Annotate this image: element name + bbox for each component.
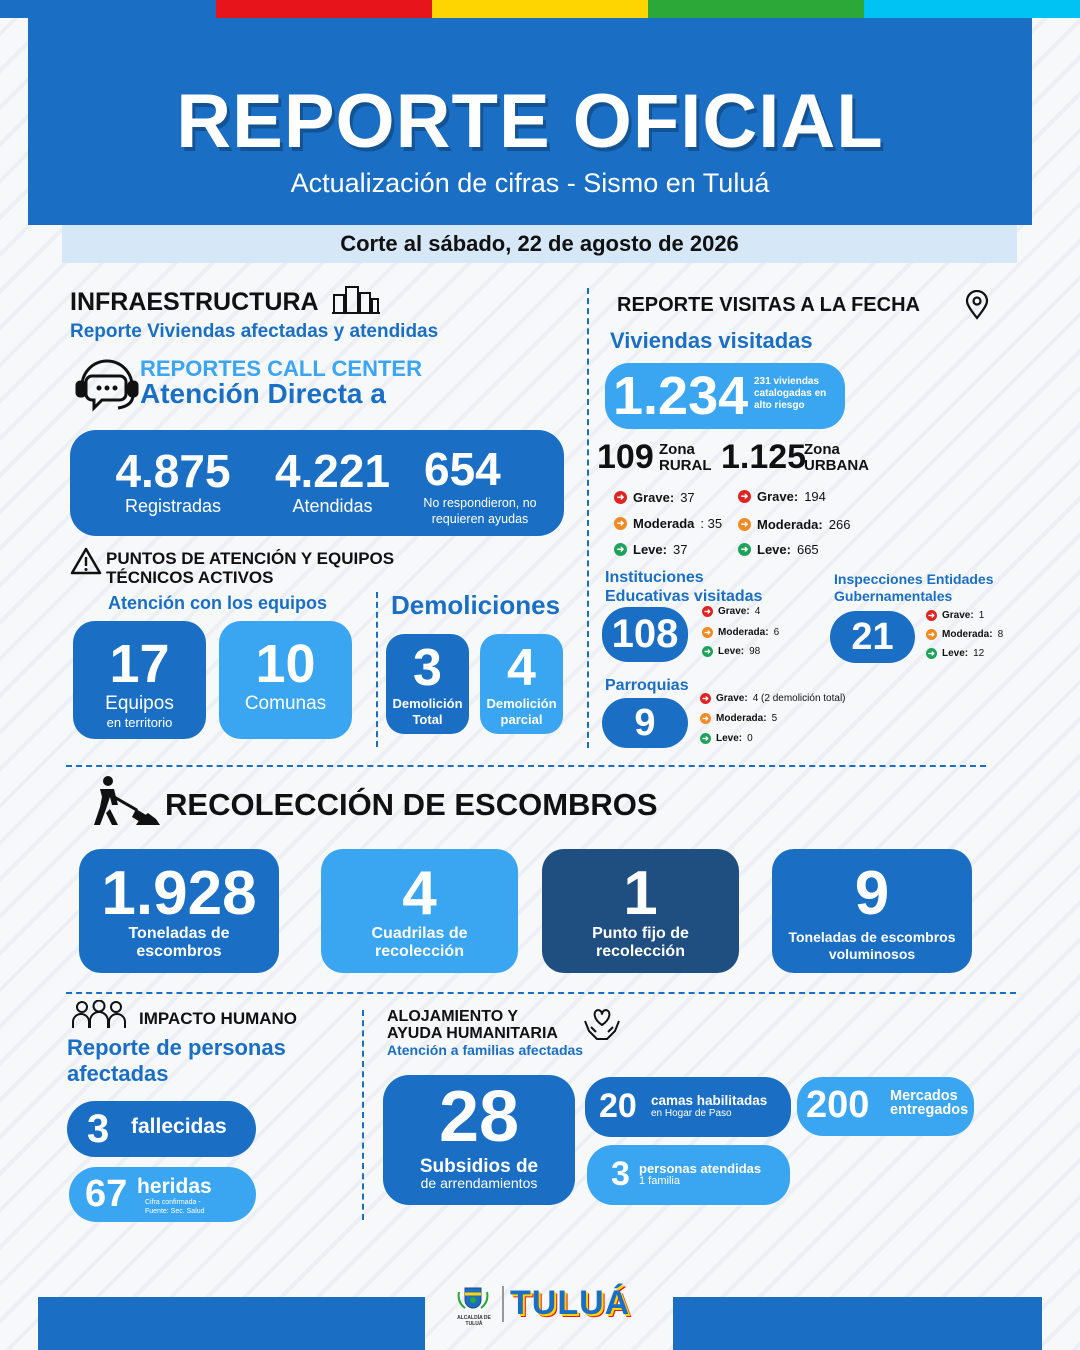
comunas-value: 10 [255, 634, 316, 694]
heridas-card [69, 1167, 256, 1222]
viviendas-note: 231 viviendas catalogadas en alto riesgo [754, 376, 827, 411]
insp-title-2: Gubernamentales [834, 587, 953, 604]
impacto-subtitle [67, 1035, 286, 1088]
arrow-right-icon: ➜ [700, 693, 711, 704]
escombros-label: Toneladas de escombros voluminosos [788, 929, 956, 962]
stripe-green [648, 0, 864, 18]
demol-parcial-value: 4 [507, 639, 536, 697]
urbana-moderada [738, 517, 850, 532]
escombros-punto-card [542, 849, 739, 973]
urbana-grave [738, 489, 826, 504]
aloj-subtitle: Atención a familias afectadas [387, 1042, 584, 1058]
arrow-right-icon: ➜ [700, 713, 711, 724]
sev-label: Leve: [757, 542, 791, 557]
insp-leve [926, 648, 984, 659]
educ-title-2: Educativas visitadas [605, 588, 763, 606]
sev-label: Grave: [757, 489, 799, 504]
infra-subtitle: Reporte Viviendas afectadas y atendidas [70, 321, 439, 342]
location-pin-icon [964, 290, 990, 320]
sev-value: 37 [672, 542, 688, 557]
escombros-value: 1 [623, 859, 658, 928]
educ-moderada [702, 627, 779, 638]
heridas-note-2: Fuente: Sec. Salud [145, 1208, 205, 1216]
parr-leve [700, 733, 753, 744]
arrow-right-icon: ➜ [738, 518, 751, 531]
fallecidas-label: fallecidas [131, 1115, 227, 1138]
footer-separator [502, 1286, 504, 1322]
header-banner [28, 18, 1032, 225]
camas-label-2: en Hogar de Paso [651, 1108, 732, 1119]
subsidios-label-1: Subsidios de [419, 1156, 539, 1177]
viviendas-total: 1.234 [613, 366, 749, 426]
hands-heart-icon [583, 1007, 621, 1041]
rural-label-1: Zona [659, 441, 695, 458]
aloj-title-2: AYUDA HUMANITARIA [387, 1024, 558, 1042]
stripe-blue [0, 0, 216, 18]
sev-value: 8 [997, 629, 1004, 640]
demol-total-label: Demolición Total [392, 696, 463, 727]
personas-card [587, 1145, 790, 1205]
viviendas-total-card [605, 363, 845, 429]
alcaldia-label: ALCALDÍA DE TULUÁ [457, 1315, 491, 1327]
stat-value: 4.875 [115, 445, 231, 497]
rural-leve [614, 542, 687, 557]
divider [587, 288, 589, 748]
tulua-logo: TULUÁ [510, 1284, 631, 1322]
arrow-right-icon: ➜ [614, 543, 627, 556]
educ-card [602, 607, 688, 662]
demol-total-card [386, 634, 469, 734]
arrow-right-icon: ➜ [926, 648, 937, 659]
arrow-right-icon: ➜ [614, 491, 627, 504]
sev-value: 6 [773, 627, 780, 638]
points-title: PUNTOS DE ATENCIÓN Y EQUIPOS TÉCNICOS ACTIVOS [106, 549, 395, 587]
urbana-value: 1.125 [721, 438, 807, 476]
stat-label: No respondieron, no requieren ayudas [423, 496, 537, 526]
visitas-title: REPORTE VISITAS A LA FECHA [617, 294, 920, 316]
arrow-right-icon: ➜ [702, 627, 713, 638]
educ-value: 108 [611, 612, 679, 656]
mercados-label-1: Mercados [890, 1088, 958, 1104]
sev-value: 37 [680, 490, 695, 505]
page-title: REPORTE OFICIAL [176, 79, 884, 164]
parr-title: Parroquias [605, 677, 689, 694]
comunas-card [219, 621, 352, 739]
sev-value: 12 [973, 648, 985, 659]
sev-value: 266 [828, 517, 851, 532]
heridas-note [145, 1198, 205, 1216]
sev-value: 4 [754, 606, 761, 617]
stripe-red [216, 0, 432, 18]
equipos-sub: en territorio [106, 715, 173, 730]
parr-card [602, 698, 688, 748]
sev-label: Grave: [718, 606, 750, 617]
demol-total-value: 3 [413, 639, 442, 697]
footer-bar-left [38, 1297, 425, 1350]
sev-label: Moderada [633, 516, 695, 531]
heridas-note-1: Cifra confirmada - [145, 1199, 201, 1206]
insp-grave [926, 610, 984, 621]
rural-label-2: RURAL [659, 456, 712, 474]
insp-title-1: Inspecciones Entidades [834, 571, 994, 587]
insp-title [834, 571, 994, 605]
sev-label: Moderada: [718, 627, 769, 638]
stat-label: Registradas [124, 496, 222, 516]
stripe-cyan [864, 0, 1080, 18]
camas-label-1: camas habilitadas [651, 1093, 768, 1108]
viviendas-title: Viviendas visitadas [610, 328, 813, 353]
educ-grave [702, 606, 760, 617]
call-center-title: REPORTES CALL CENTER [140, 356, 422, 381]
arrow-right-icon: ➜ [702, 606, 713, 617]
divider [376, 592, 378, 747]
page-subtitle: Actualización de cifras - Sismo en Tuluá [290, 168, 770, 198]
parr-moderada [700, 713, 777, 724]
fallecidas-value: 3 [87, 1107, 110, 1151]
people-group-icon [70, 1000, 128, 1030]
stat-value: 4.221 [274, 445, 391, 497]
sev-value: 5 [771, 713, 778, 724]
call-stats-panel [70, 430, 564, 536]
subsidios-value: 28 [438, 1077, 520, 1157]
sev-label: Leve: [633, 542, 667, 557]
rural-label [659, 442, 712, 474]
personas-label-1: personas atendidas [639, 1161, 762, 1176]
impacto-title: IMPACTO HUMANO [139, 1009, 298, 1028]
sev-value: 98 [749, 646, 761, 657]
urbana-leve [738, 542, 819, 557]
date-band: Corte al sábado, 22 de agosto de 2026 [62, 225, 1017, 263]
educ-leve [702, 646, 760, 657]
infra-title: INFRAESTRUCTURA [70, 288, 319, 316]
equipos-label: Equipos [105, 693, 174, 714]
equipos-card [73, 621, 206, 739]
sev-label: Leve: [716, 733, 743, 744]
warning-icon [70, 546, 102, 576]
color-stripe [0, 0, 1080, 18]
sev-value: 665 [796, 542, 819, 557]
impacto-sub-1: Reporte de personas [67, 1035, 286, 1060]
urbana-label [804, 442, 869, 474]
call-center-icon [74, 356, 140, 414]
impacto-sub-2: afectadas [67, 1061, 169, 1087]
divider [362, 1010, 364, 1220]
sev-value: : 35 [700, 516, 723, 531]
escombros-label: Cuadrilas de recolección [371, 925, 468, 961]
mercados-label-2: entregados [890, 1102, 969, 1118]
urbana-label-2: URBANA [804, 456, 869, 474]
divider [66, 765, 986, 767]
sev-label: Grave: [716, 693, 748, 704]
escombros-value: 4 [402, 859, 437, 928]
arrow-right-icon: ➜ [614, 517, 627, 530]
stat-no-respondieron [410, 443, 550, 527]
sev-label: Leve: [718, 646, 745, 657]
stat-label: Atendidas [292, 496, 373, 516]
escombros-voluminosos-card [772, 849, 972, 973]
educ-title-1: Instituciones [605, 569, 704, 586]
aloj-title [387, 1009, 558, 1043]
insp-moderada [926, 629, 1003, 640]
escombros-title: RECOLECCIÓN DE ESCOMBROS [165, 787, 658, 822]
aloj-title-1: ALOJAMIENTO Y [387, 1008, 518, 1025]
coat-of-arms-icon [456, 1284, 490, 1314]
insp-card [830, 611, 915, 663]
stat-value: 654 [424, 443, 501, 495]
arrow-right-icon: ➜ [702, 646, 713, 657]
personas-value: 3 [611, 1155, 630, 1193]
parr-value: 9 [634, 702, 656, 744]
sev-label: Grave: [942, 610, 974, 621]
insp-value: 21 [851, 616, 894, 658]
demol-title: Demoliciones [391, 590, 561, 620]
sev-value: 1 [978, 610, 985, 621]
personas-label-2: 1 familia [639, 1175, 680, 1187]
parr-grave [700, 693, 846, 704]
sev-label: Moderada: [757, 517, 823, 532]
buildings-icon [332, 285, 380, 315]
camas-card [585, 1077, 791, 1137]
subsidios-card [383, 1075, 575, 1205]
rural-moderada [614, 516, 722, 531]
heridas-label: heridas [137, 1175, 212, 1198]
stat-atendidas [260, 445, 405, 517]
subsidios-label-2: de arrendamientos [420, 1175, 538, 1191]
comunas-label: Comunas [244, 693, 327, 714]
educ-title [605, 568, 762, 606]
sev-value: 0 [747, 733, 753, 744]
rural-value: 109 [597, 438, 654, 476]
stripe-yellow [432, 0, 648, 18]
sev-value: 4 (2 demolición total) [752, 693, 846, 704]
stat-registradas [98, 445, 248, 517]
escombros-label: Toneladas de escombros [128, 925, 230, 961]
arrow-right-icon: ➜ [700, 733, 711, 744]
camas-value: 20 [599, 1087, 637, 1125]
arrow-right-icon: ➜ [926, 629, 937, 640]
escombros-label: Punto fijo de recolección [592, 925, 689, 961]
arrow-right-icon: ➜ [738, 490, 751, 503]
divider [66, 992, 1016, 994]
footer-bar-right [673, 1297, 1042, 1350]
urbana-label-1: Zona [804, 441, 840, 458]
escombros-value: 9 [854, 859, 890, 928]
escombros-cuadrillas-card [321, 849, 518, 973]
sev-label: Leve: [942, 648, 969, 659]
equipos-subtitle: Atención con los equipos [108, 593, 328, 613]
worker-shovel-icon [90, 775, 160, 827]
equipos-value: 17 [109, 634, 170, 694]
arrow-right-icon: ➜ [926, 610, 937, 621]
heridas-value: 67 [85, 1173, 128, 1215]
sev-label: Moderada: [942, 629, 993, 640]
demol-parcial-card [480, 634, 563, 734]
fallecidas-card [67, 1101, 256, 1157]
arrow-right-icon: ➜ [738, 543, 751, 556]
escombros-value: 1.928 [101, 859, 257, 928]
escombros-toneladas-card [79, 849, 279, 973]
sev-label: Grave: [633, 490, 675, 505]
call-center-subtitle: Atención Directa a [140, 378, 386, 409]
sev-label: Moderada: [716, 713, 767, 724]
mercados-card [797, 1077, 974, 1136]
sev-value: 194 [804, 489, 826, 504]
rural-grave [614, 490, 695, 505]
demol-parcial-label: Demolición parcial [486, 696, 557, 727]
mercados-value: 200 [806, 1084, 870, 1126]
